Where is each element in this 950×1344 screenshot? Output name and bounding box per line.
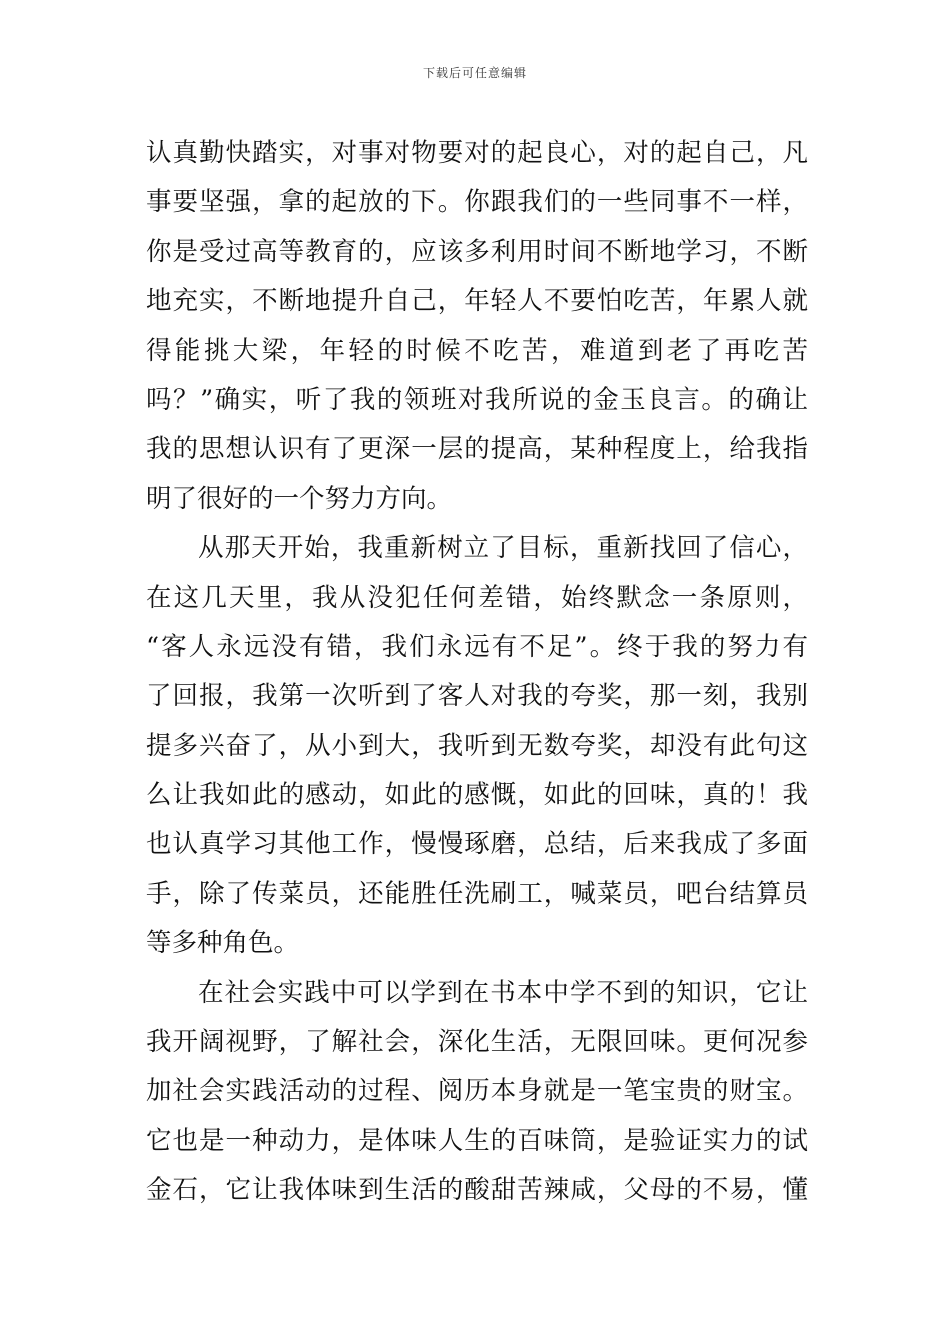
text-line: 我的思想认识有了更深一层的提高，某种程度上，给我指: [146, 434, 808, 465]
text-line: 手，除了传菜员，还能胜任洗刷工，喊菜员，吧台结算员: [146, 878, 808, 909]
text-line: 得能挑大梁，年轻的时候不吃苦，难道到老了再吃苦: [146, 335, 808, 366]
text-line: “客人永远没有错，我们永远有不足”。终于我的努力有: [146, 631, 808, 662]
text-line: 在这几天里，我从没犯任何差错，始终默念一条原则，: [146, 582, 808, 613]
text-line: 它也是一种动力，是体味人生的百味筒，是验证实力的试: [146, 1125, 808, 1156]
text-line: 地充实，不断地提升自己，年轻人不要怕吃苦，年累人就: [146, 286, 808, 317]
text-line: 事要坚强，拿的起放的下。你跟我们的一些同事不一样，: [146, 187, 808, 218]
text-line: 提多兴奋了，从小到大，我听到无数夸奖，却没有此句这: [146, 730, 808, 761]
text-line: 等多种角色。: [146, 928, 300, 959]
text-line: 么让我如此的感动，如此的感慨，如此的回味，真的！我: [146, 780, 808, 811]
page-header: 下载后可任意编辑: [422, 66, 527, 80]
text-line: 加社会实践活动的过程、阅历本身就是一笔宝贵的财宝。: [146, 1076, 808, 1107]
paragraph: [146, 129, 808, 524]
text-line: 吗？”确实，听了我的领班对我所说的金玉良言。的确让: [146, 384, 808, 415]
text-line: 在社会实践中可以学到在书本中学不到的知识，它让: [198, 977, 808, 1008]
text-line: 明了很好的一个努力方向。: [146, 483, 453, 514]
paragraph: [146, 524, 808, 969]
text-line: 从那天开始，我重新树立了目标，重新找回了信心，: [198, 533, 808, 564]
document-body: [146, 129, 808, 1216]
paragraph: [146, 969, 808, 1216]
text-line: 认真勤快踏实，对事对物要对的起良心，对的起自己，凡: [146, 138, 808, 168]
text-line: 我开阔视野，了解社会，深化生活，无限回味。更何况参: [146, 1027, 808, 1058]
text-line: 了回报，我第一次听到了客人对我的夸奖，那一刻，我别: [146, 681, 808, 712]
text-line: 金石，它让我体味到生活的酸甜苦辣咸，父母的不易，懂: [146, 1175, 808, 1206]
text-line: 你是受过高等教育的，应该多利用时间不断地学习，不断: [146, 236, 808, 267]
text-line: 也认真学习其他工作，慢慢琢磨，总结，后来我成了多面: [146, 829, 808, 860]
